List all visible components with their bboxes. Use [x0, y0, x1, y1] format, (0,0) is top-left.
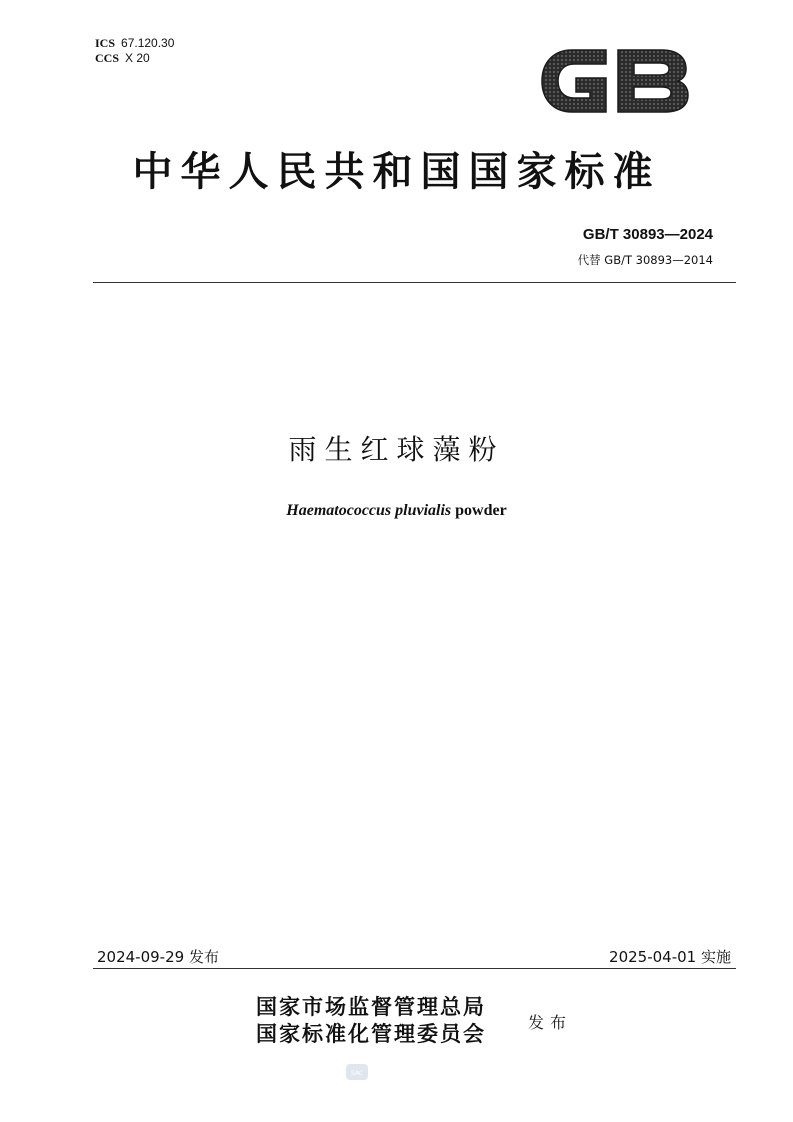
document-title-english: [0, 502, 793, 520]
issuer-sac: 国家标准化管理委员会: [256, 1022, 486, 1046]
replaces-standard: 代替 GB/T 30893—2014: [577, 253, 713, 267]
issue-date: 2024-09-29 发布: [97, 948, 219, 966]
publish-label: 发布: [528, 1013, 573, 1032]
bottom-divider: [93, 968, 736, 969]
top-divider: [93, 282, 736, 283]
national-standard-title: 中华人民共和国国家标准: [132, 149, 661, 195]
issuing-authorities: [256, 994, 486, 1048]
document-title-chinese: 雨生红球藻粉: [288, 433, 505, 466]
title-english-suffix: powder: [451, 502, 507, 519]
species-name: Haematococcus pluvialis: [286, 502, 452, 519]
sac-watermark-icon: [345, 1062, 369, 1082]
ics-value: 67.120.30: [121, 36, 175, 50]
implementation-date: 2025-04-01 实施: [609, 948, 731, 966]
ics-label: ICS: [95, 36, 116, 50]
issuer-samr: 国家市场监督管理总局: [256, 995, 486, 1019]
ccs-label: CCS: [95, 51, 120, 65]
classification-codes: [95, 36, 174, 66]
ccs-value: X 20: [125, 51, 150, 65]
standard-number: GB/T 30893—2024: [582, 226, 713, 243]
gb-logo-icon: [536, 42, 692, 120]
svg-text:SAC: SAC: [350, 1070, 364, 1077]
